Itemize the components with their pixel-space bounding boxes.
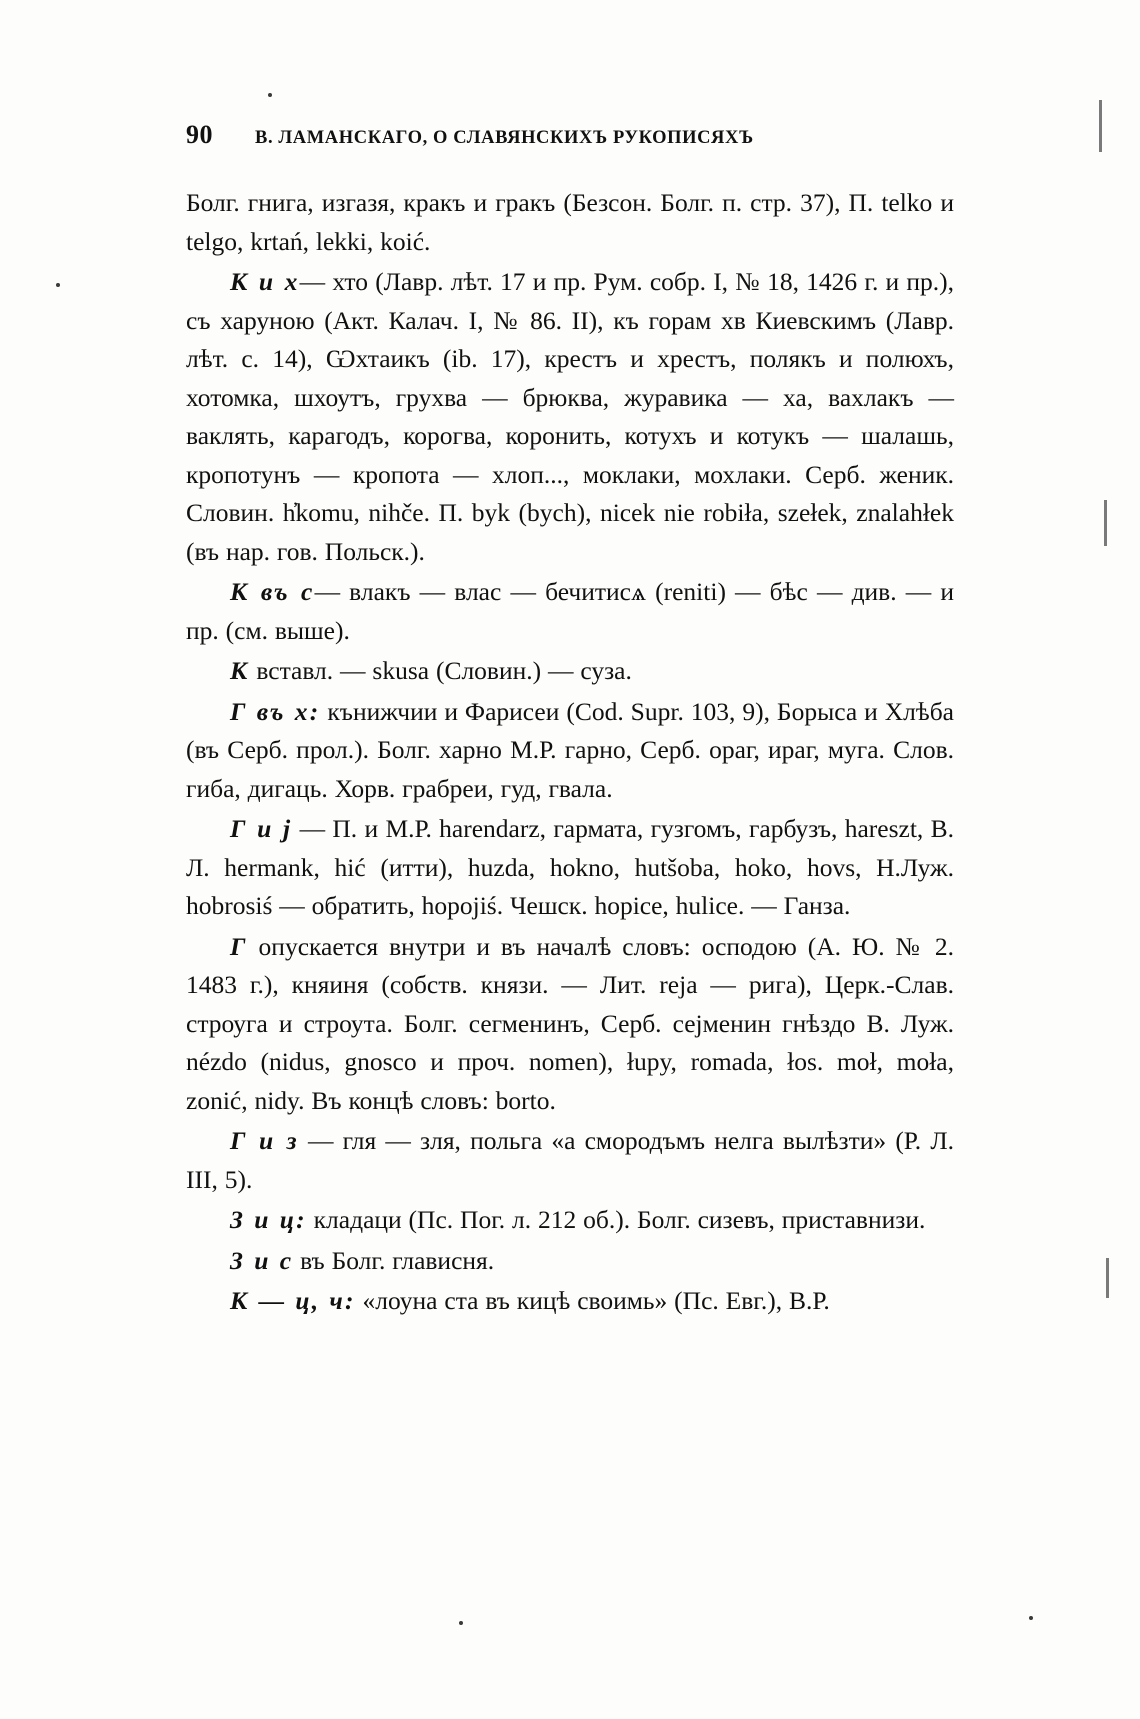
page-edge-mark-top <box>1099 100 1102 152</box>
paragraph-11-lead: К — ц, ч: <box>230 1286 356 1315</box>
printers-mark-left <box>56 283 60 287</box>
paragraph-5 <box>186 693 954 809</box>
paragraph-6 <box>186 810 954 926</box>
page-content <box>186 120 954 1323</box>
paragraph-3-lead: К въ с <box>230 577 315 606</box>
paragraph-5-lead: Г въ х: <box>230 696 321 726</box>
printers-mark-bottom <box>459 1621 463 1625</box>
paragraph-11 <box>186 1282 954 1321</box>
page-header <box>186 120 954 150</box>
paragraph-9-text: кладаци (Пс. Пог. л. 212 об.). Болг. сизевъ, приставнизи. <box>306 1205 926 1234</box>
paragraph-3-text: — влакъ — влас — бечитисѧ (reniti) — бѣс — див. — и пр. (см. выше). <box>186 577 954 645</box>
paragraph-4 <box>186 652 954 691</box>
printers-mark-bottom-right <box>1029 1616 1033 1620</box>
paragraph-2-lead: К и х <box>230 267 300 296</box>
paragraph-1 <box>186 184 954 261</box>
paragraph-1-text: Болг. гнига, изгазя, кракъ и гракъ (Безсон. Болг. п. стр. 37), П. telko и telgo, krtań, lekki, koić. <box>186 188 954 256</box>
paragraph-4-text: вставл. — skusa (Словин.) — суза. <box>249 656 632 685</box>
paragraph-2 <box>186 263 954 571</box>
paragraph-8 <box>186 1122 954 1199</box>
paragraph-11-text: «лоуна ста въ кицѣ своимь» (Пс. Евг.), В.Р. <box>355 1286 830 1315</box>
paragraph-7-lead: Г <box>230 931 248 961</box>
paragraph-4-lead: К <box>230 656 250 685</box>
paragraph-9-lead: З и ц: <box>230 1205 307 1234</box>
paragraph-8-lead: Г и з <box>230 1126 299 1155</box>
paragraph-6-lead: Г и j <box>230 814 293 843</box>
paragraph-6-text: — П. и М.Р. harendarz, гармата, гузгомъ, гарбузъ, hareszt, В. Л. hermank, hić (итти), huzda, hokno, hutšoba, hoko, hovs, Н.Луж. hobrosiś — обратить, hopojiś. Чешск. hopice, hulice. — Ганза. <box>186 814 954 920</box>
paragraph-8-text: — гля — зля, польга «а смородъмъ нелга вылѣзти» (Р. Л. III, 5). <box>186 1126 954 1194</box>
paragraph-3 <box>186 573 954 650</box>
page-edge-mark-middle <box>1104 500 1107 546</box>
paragraph-10-text: въ Болг. глависня. <box>293 1245 495 1275</box>
printers-mark-top <box>268 93 272 97</box>
paragraph-9 <box>186 1201 954 1240</box>
paragraph-7 <box>186 928 954 1121</box>
paragraph-7-text: опускается внутри и въ началѣ словъ: осподою (А. Ю. № 2. 1483 г.), княиня (собств. князи. — Лит. reja — рига), Церк.-Слав. строуга и строута. Болг. сегменинъ, Серб. сејменин гнѣздо В. Луж. nézdo (nidus, gnosco и проч. nomen), łupy, romada, łos. mоł, mоłа, zonić, nidy. Въ концѣ словъ: borto. <box>186 931 954 1115</box>
paragraph-10 <box>186 1242 954 1281</box>
paragraph-2-text: — хто (Лавр. лѣт. 17 и пр. Рум. собр. I, № 18, 1426 г. и пр.), съ харуною (Акт. Калач. I, № 86. II), къ горам хв Киевскимъ (Лавр. лѣт. с. 14), Ѡхтаикъ (ib. 17), крестъ и хрестъ, полякъ и полюхъ, хотомка, шхоутъ, грухва — брюква, журавика — ха, вахлакъ —ваклять, карагодъ, корогва, коронить, котухъ и котукъ — шалашь, кропотунъ — кропота — хлоп..., моклаки, мохлаки. Серб. женик. Словин. h̓komu, nihče. П. byk (bych), nicek nie robiła, szełek, znalahłek (въ нар. гов. Польск.). <box>186 267 954 566</box>
page-number: 90 <box>186 120 213 149</box>
running-head: В. ЛАМАНСКАГО, О СЛАВЯНСКИХЪ РУКОПИСЯХЪ <box>255 128 754 148</box>
paragraph-10-lead: З и с <box>230 1245 294 1275</box>
paragraph-5-text: кънижчии и Фарисеи (Cod. Supr. 103, 9), Борыса и Хлѣба (въ Серб. прол.). Болг. харно М.Р. гарно, Серб. ораг, ираг, муга. Слов. гиба, дигаць. Хорв. грабреи, гуд, гвала. <box>186 696 954 803</box>
page-edge-mark-lower <box>1106 1258 1109 1298</box>
